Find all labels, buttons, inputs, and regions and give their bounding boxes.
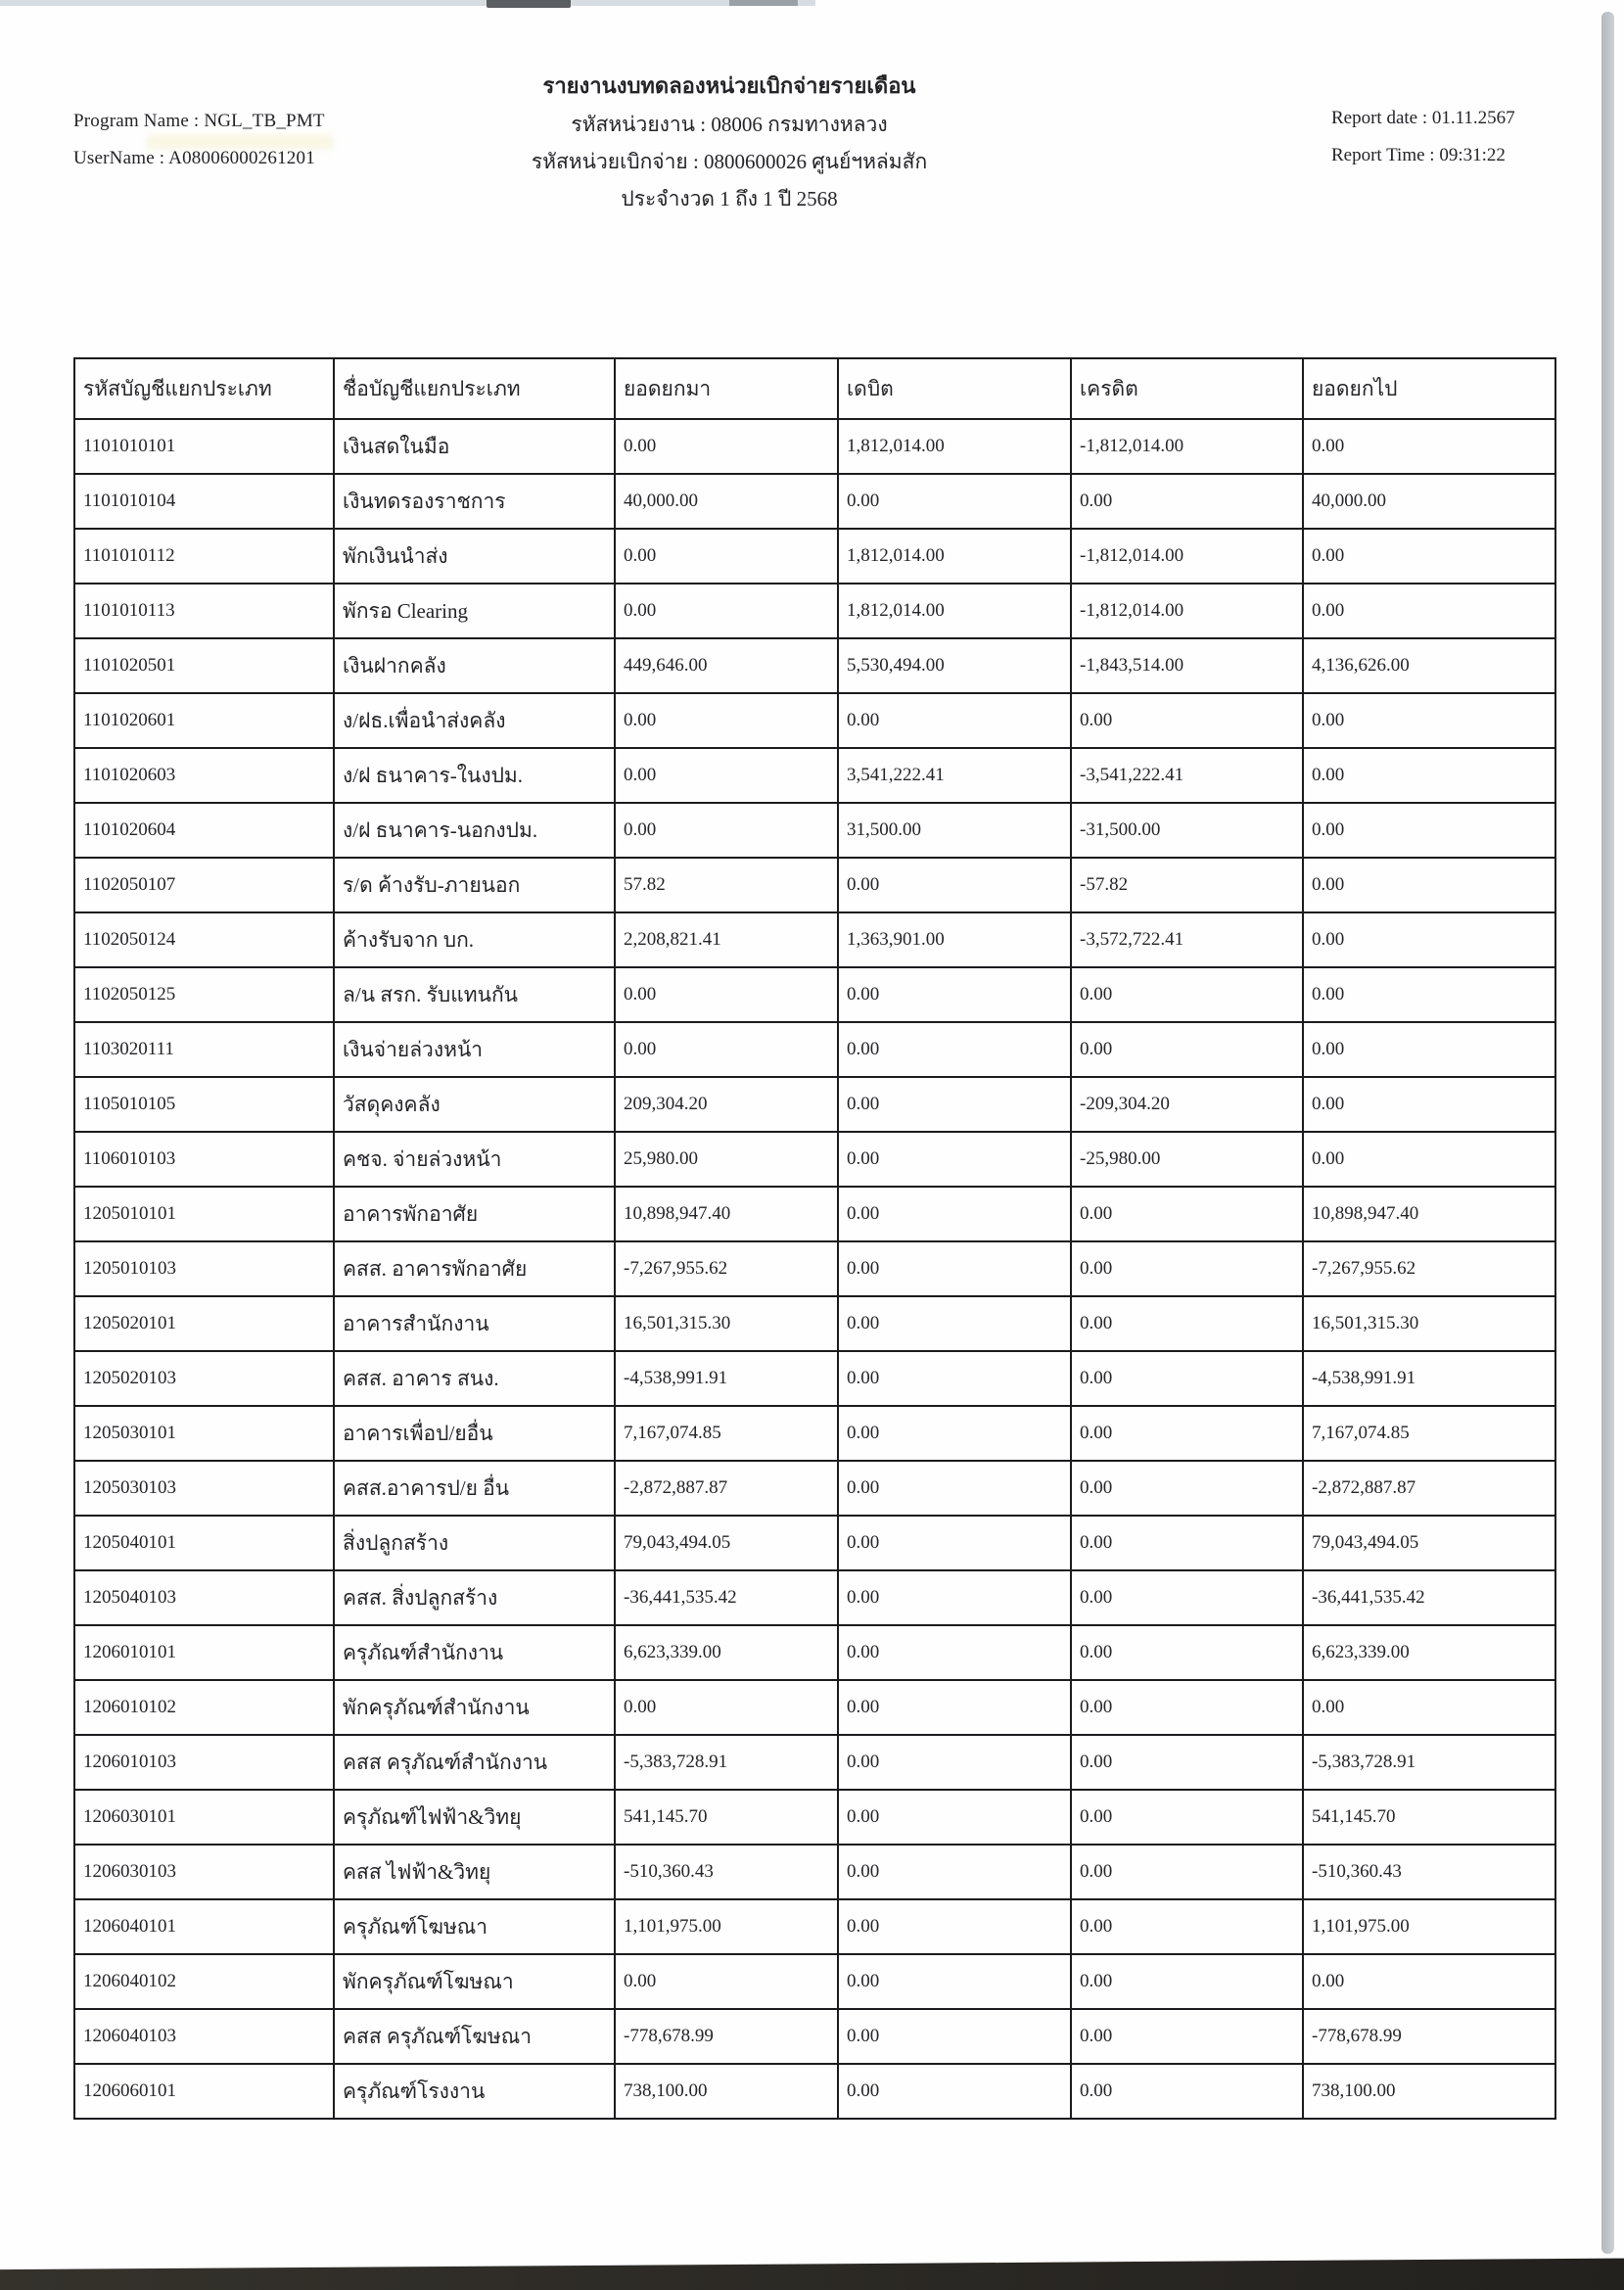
report-time: Report Time : 09:31:22 <box>1331 145 1506 165</box>
table-cell: 1103020111 <box>74 1022 334 1077</box>
table-cell: 1,812,014.00 <box>838 584 1071 638</box>
column-header: ชื่อบัญชีแยกประเภท <box>334 358 615 419</box>
report-period: ประจำงวด 1 ถึง 1 ปี 2568 <box>621 187 838 210</box>
table-cell: -5,383,728.91 <box>615 1735 838 1790</box>
table-cell: -510,360.43 <box>615 1845 838 1899</box>
column-header: ยอดยกมา <box>615 358 838 419</box>
table-cell: 0.00 <box>838 1899 1071 1954</box>
table-cell: 1206040101 <box>74 1899 334 1954</box>
table-cell: 0.00 <box>1303 803 1555 858</box>
table-cell: 40,000.00 <box>615 474 838 529</box>
table-cell: -1,812,014.00 <box>1071 584 1303 638</box>
table-cell: 0.00 <box>1071 1406 1303 1461</box>
table-cell: 1101020604 <box>74 803 334 858</box>
table-cell: 0.00 <box>615 803 838 858</box>
table-cell: พักครุภัณฑ์สำนักงาน <box>334 1680 615 1735</box>
table-cell: อาคารพักอาศัย <box>334 1187 615 1241</box>
table-cell: -1,812,014.00 <box>1071 419 1303 474</box>
table-cell: 79,043,494.05 <box>615 1516 838 1570</box>
table-cell: 6,623,339.00 <box>615 1625 838 1680</box>
table-cell: 738,100.00 <box>615 2064 838 2119</box>
table-cell: 0.00 <box>1071 1625 1303 1680</box>
table-cell: 1206040102 <box>74 1954 334 2009</box>
table-cell: 0.00 <box>615 967 838 1022</box>
table-row <box>74 529 1555 584</box>
table-cell: ง/ฝ ธนาคาร-ในงปม. <box>334 748 615 803</box>
table-cell: 0.00 <box>615 529 838 584</box>
table-cell: -778,678.99 <box>1303 2009 1555 2064</box>
table-cell: เงินจ่ายล่วงหน้า <box>334 1022 615 1077</box>
table-cell: -36,441,535.42 <box>615 1570 838 1625</box>
table-cell: 0.00 <box>838 1461 1071 1516</box>
table-cell: 0.00 <box>838 1625 1071 1680</box>
table-cell: 0.00 <box>838 474 1071 529</box>
table-cell: 0.00 <box>1071 1187 1303 1241</box>
table-cell: 0.00 <box>838 1735 1071 1790</box>
table-row <box>74 1077 1555 1132</box>
table-cell: 1205020103 <box>74 1351 334 1406</box>
table-cell: -1,812,014.00 <box>1071 529 1303 584</box>
table-row <box>74 1516 1555 1570</box>
column-header: ยอดยกไป <box>1303 358 1555 419</box>
table-cell: 0.00 <box>615 693 838 748</box>
table-cell: -1,843,514.00 <box>1071 638 1303 693</box>
table-cell: -5,383,728.91 <box>1303 1735 1555 1790</box>
table-row <box>74 419 1555 474</box>
table-cell: 1205010101 <box>74 1187 334 1241</box>
table-cell: -510,360.43 <box>1303 1845 1555 1899</box>
table-row <box>74 912 1555 967</box>
table-cell: 7,167,074.85 <box>615 1406 838 1461</box>
table-cell: -3,541,222.41 <box>1071 748 1303 803</box>
table-cell: 4,136,626.00 <box>1303 638 1555 693</box>
table-cell: 0.00 <box>1071 2009 1303 2064</box>
table-row <box>74 1845 1555 1899</box>
table-cell: 1205040101 <box>74 1516 334 1570</box>
table-cell: 209,304.20 <box>615 1077 838 1132</box>
table-cell: คสส ครุภัณฑ์สำนักงาน <box>334 1735 615 1790</box>
table-cell: 25,980.00 <box>615 1132 838 1187</box>
table-cell: 1205030101 <box>74 1406 334 1461</box>
scan-artifact-page-edge <box>1601 12 1614 2254</box>
table-cell: 1205010103 <box>74 1241 334 1296</box>
table-cell: ง/ฝ ธนาคาร-นอกงปม. <box>334 803 615 858</box>
table-cell: 31,500.00 <box>838 803 1071 858</box>
report-date: Report date : 01.11.2567 <box>1331 108 1515 128</box>
table-cell: 0.00 <box>1071 693 1303 748</box>
table-cell: 0.00 <box>615 419 838 474</box>
table-cell: 1101020603 <box>74 748 334 803</box>
table-cell: อาคารสำนักงาน <box>334 1296 615 1351</box>
table-cell: 1206010101 <box>74 1625 334 1680</box>
program-name: Program Name : NGL_TB_PMT <box>73 111 325 131</box>
table-row <box>74 1899 1555 1954</box>
table-row <box>74 638 1555 693</box>
table-cell: 0.00 <box>838 1296 1071 1351</box>
table-cell: -4,538,991.91 <box>615 1351 838 1406</box>
table-cell: -3,572,722.41 <box>1071 912 1303 967</box>
table-cell: -7,267,955.62 <box>1303 1241 1555 1296</box>
table-row <box>74 2009 1555 2064</box>
table-cell: 10,898,947.40 <box>615 1187 838 1241</box>
table-row <box>74 1680 1555 1735</box>
table-cell: 0.00 <box>1071 1296 1303 1351</box>
table-cell: ครุภัณฑ์โรงงาน <box>334 2064 615 2119</box>
table-cell: 1206040103 <box>74 2009 334 2064</box>
scan-artifact-bottom-bar <box>0 2255 1624 2290</box>
table-cell: 0.00 <box>1303 584 1555 638</box>
table-cell: คสส. อาคารพักอาศัย <box>334 1241 615 1296</box>
table-cell: -778,678.99 <box>615 2009 838 2064</box>
table-cell: 0.00 <box>838 1022 1071 1077</box>
table-cell: 1205040103 <box>74 1570 334 1625</box>
table-cell: -57.82 <box>1071 858 1303 912</box>
table-cell: 16,501,315.30 <box>615 1296 838 1351</box>
table-row <box>74 803 1555 858</box>
table-cell: 1206010103 <box>74 1735 334 1790</box>
table-cell: 5,530,494.00 <box>838 638 1071 693</box>
table-cell: 1,812,014.00 <box>838 419 1071 474</box>
table-cell: 0.00 <box>1071 2064 1303 2119</box>
table-cell: 449,646.00 <box>615 638 838 693</box>
table-row <box>74 858 1555 912</box>
table-cell: 541,145.70 <box>1303 1790 1555 1845</box>
table-cell: 0.00 <box>838 1406 1071 1461</box>
table-cell: เงินสดในมือ <box>334 419 615 474</box>
table-cell: 0.00 <box>1071 1899 1303 1954</box>
table-cell: -25,980.00 <box>1071 1132 1303 1187</box>
table-cell: พักครุภัณฑ์โฆษณา <box>334 1954 615 2009</box>
table-row <box>74 1187 1555 1241</box>
table-cell: 1206030103 <box>74 1845 334 1899</box>
table-cell: 0.00 <box>1071 474 1303 529</box>
table-cell: 2,208,821.41 <box>615 912 838 967</box>
table-cell: 0.00 <box>1303 419 1555 474</box>
table-cell: 0.00 <box>838 1680 1071 1735</box>
table-cell: 1102050107 <box>74 858 334 912</box>
table-cell: 0.00 <box>615 1022 838 1077</box>
table-cell: 7,167,074.85 <box>1303 1406 1555 1461</box>
table-cell: 1105010105 <box>74 1077 334 1132</box>
table-cell: 1206010102 <box>74 1680 334 1735</box>
table-cell: 0.00 <box>838 1241 1071 1296</box>
table-cell: 0.00 <box>838 2064 1071 2119</box>
table-cell: 16,501,315.30 <box>1303 1296 1555 1351</box>
trial-balance-table <box>73 357 1556 2120</box>
table-row <box>74 1022 1555 1077</box>
table-cell: 0.00 <box>1303 693 1555 748</box>
table-cell: 0.00 <box>838 1351 1071 1406</box>
scan-artifact-top-mark <box>487 0 571 8</box>
table-cell: 0.00 <box>1303 1022 1555 1077</box>
table-cell: 40,000.00 <box>1303 474 1555 529</box>
table-cell: 1106010103 <box>74 1132 334 1187</box>
table-cell: คชจ. จ่ายล่วงหน้า <box>334 1132 615 1187</box>
table-cell: ค้างรับจาก บก. <box>334 912 615 967</box>
table-cell: 0.00 <box>838 1132 1071 1187</box>
table-row <box>74 1406 1555 1461</box>
table-cell: 0.00 <box>615 1680 838 1735</box>
table-cell: เงินฝากคลัง <box>334 638 615 693</box>
table-row <box>74 1954 1555 2009</box>
table-cell: 6,623,339.00 <box>1303 1625 1555 1680</box>
table-cell: 0.00 <box>1071 1570 1303 1625</box>
table-cell: 738,100.00 <box>1303 2064 1555 2119</box>
table-row <box>74 1461 1555 1516</box>
table-cell: 0.00 <box>1071 1790 1303 1845</box>
table-cell: 0.00 <box>838 1570 1071 1625</box>
table-cell: 541,145.70 <box>615 1790 838 1845</box>
table-cell: 0.00 <box>1303 1077 1555 1132</box>
table-cell: 0.00 <box>1071 1954 1303 2009</box>
table-cell: -2,872,887.87 <box>1303 1461 1555 1516</box>
table-cell: 3,541,222.41 <box>838 748 1071 803</box>
table-cell: -7,267,955.62 <box>615 1241 838 1296</box>
table-row <box>74 1241 1555 1296</box>
table-cell: 0.00 <box>1071 1680 1303 1735</box>
table-cell: คสส ครุภัณฑ์โฆษณา <box>334 2009 615 2064</box>
table-cell: คสส. สิ่งปลูกสร้าง <box>334 1570 615 1625</box>
table-cell: คสส ไฟฟ้า&วิทยุ <box>334 1845 615 1899</box>
table-row <box>74 1351 1555 1406</box>
table-cell: 1101010112 <box>74 529 334 584</box>
table-cell: 1206060101 <box>74 2064 334 2119</box>
table-cell: 0.00 <box>1071 1845 1303 1899</box>
table-cell: 79,043,494.05 <box>1303 1516 1555 1570</box>
table-cell: 0.00 <box>1071 1735 1303 1790</box>
table-cell: 0.00 <box>1303 1680 1555 1735</box>
column-header: เดบิต <box>838 358 1071 419</box>
table-cell: 10,898,947.40 <box>1303 1187 1555 1241</box>
table-cell: 0.00 <box>615 1954 838 2009</box>
table-cell: คสส.อาคารป/ย อื่น <box>334 1461 615 1516</box>
scan-artifact-top-mark2 <box>729 0 798 6</box>
table-row <box>74 1132 1555 1187</box>
report-title: รายงานงบทดลองหน่วยเบิกจ่ายรายเดือน <box>542 73 916 98</box>
table-row <box>74 693 1555 748</box>
table-cell: -209,304.20 <box>1071 1077 1303 1132</box>
table-cell: วัสดุคงคลัง <box>334 1077 615 1132</box>
table-cell: 0.00 <box>1071 1351 1303 1406</box>
table-cell: 1102050124 <box>74 912 334 967</box>
table-cell: ร/ด ค้างรับ-ภายนอก <box>334 858 615 912</box>
table-cell: 1,363,901.00 <box>838 912 1071 967</box>
table-cell: 1101010104 <box>74 474 334 529</box>
table-cell: เงินทดรองราชการ <box>334 474 615 529</box>
table-cell: 0.00 <box>838 1790 1071 1845</box>
column-header: เครดิต <box>1071 358 1303 419</box>
table-cell: 1101020601 <box>74 693 334 748</box>
table-cell: 1,101,975.00 <box>1303 1899 1555 1954</box>
table-row <box>74 1735 1555 1790</box>
table-cell: 57.82 <box>615 858 838 912</box>
agency-code: รหัสหน่วยงาน : 08006 กรมทางหลวง <box>571 113 888 136</box>
table-cell: 0.00 <box>1071 1461 1303 1516</box>
table-cell: 0.00 <box>1071 1022 1303 1077</box>
table-cell: 0.00 <box>838 1516 1071 1570</box>
table-cell: 0.00 <box>838 1187 1071 1241</box>
column-header: รหัสบัญชีแยกประเภท <box>74 358 334 419</box>
table-cell: 1101010113 <box>74 584 334 638</box>
table-cell: 0.00 <box>1303 912 1555 967</box>
table-cell: 0.00 <box>1071 1516 1303 1570</box>
table-cell: 0.00 <box>1303 967 1555 1022</box>
table-cell: 0.00 <box>838 967 1071 1022</box>
table-cell: -4,538,991.91 <box>1303 1351 1555 1406</box>
table-cell: คสส. อาคาร สนง. <box>334 1351 615 1406</box>
username: UserName : A08006000261201 <box>73 148 315 168</box>
table-cell: 1,812,014.00 <box>838 529 1071 584</box>
table-cell: 1205030103 <box>74 1461 334 1516</box>
table-cell: สิ่งปลูกสร้าง <box>334 1516 615 1570</box>
table-cell: -31,500.00 <box>1071 803 1303 858</box>
table-cell: 0.00 <box>615 584 838 638</box>
table-cell: -2,872,887.87 <box>615 1461 838 1516</box>
table-row <box>74 1625 1555 1680</box>
scan-artifact-top-line <box>0 0 815 6</box>
table-cell: ครุภัณฑ์โฆษณา <box>334 1899 615 1954</box>
table-row <box>74 2064 1555 2119</box>
table-cell: ครุภัณฑ์สำนักงาน <box>334 1625 615 1680</box>
table-row <box>74 1790 1555 1845</box>
table-cell: 1,101,975.00 <box>615 1899 838 1954</box>
table-cell: พักเงินนำส่ง <box>334 529 615 584</box>
table-cell: 0.00 <box>838 2009 1071 2064</box>
disbursement-unit: รหัสหน่วยเบิกจ่าย : 0800600026 ศูนย์ฯหล่มสัก <box>531 150 928 173</box>
table-header-row <box>74 358 1555 419</box>
table-cell: 0.00 <box>1303 1132 1555 1187</box>
table-cell: ล/น สรก. รับแทนกัน <box>334 967 615 1022</box>
table-row <box>74 967 1555 1022</box>
table-cell: 0.00 <box>1303 858 1555 912</box>
table-cell: 1205020101 <box>74 1296 334 1351</box>
table-cell: -36,441,535.42 <box>1303 1570 1555 1625</box>
table-cell: 1101010101 <box>74 419 334 474</box>
table-cell: 0.00 <box>1303 748 1555 803</box>
table-cell: 1102050125 <box>74 967 334 1022</box>
table-cell: 0.00 <box>1303 529 1555 584</box>
table-cell: พักรอ Clearing <box>334 584 615 638</box>
table-cell: 0.00 <box>1071 967 1303 1022</box>
table-cell: อาคารเพื่อป/ยอื่น <box>334 1406 615 1461</box>
table-cell: 0.00 <box>838 858 1071 912</box>
table-row <box>74 474 1555 529</box>
table-row <box>74 748 1555 803</box>
table-cell: 0.00 <box>1303 1954 1555 2009</box>
table-cell: 0.00 <box>838 693 1071 748</box>
table-row <box>74 1296 1555 1351</box>
table-cell: 0.00 <box>838 1845 1071 1899</box>
table-row <box>74 584 1555 638</box>
table-row <box>74 1570 1555 1625</box>
table-cell: 0.00 <box>615 748 838 803</box>
table-cell: 0.00 <box>838 1954 1071 2009</box>
table-cell: 1101020501 <box>74 638 334 693</box>
table-cell: 0.00 <box>1071 1241 1303 1296</box>
table-cell: ครุภัณฑ์ไฟฟ้า&วิทยุ <box>334 1790 615 1845</box>
table-cell: ง/ฝธ.เพื่อนำส่งคลัง <box>334 693 615 748</box>
table-cell: 0.00 <box>838 1077 1071 1132</box>
table-cell: 1206030101 <box>74 1790 334 1845</box>
